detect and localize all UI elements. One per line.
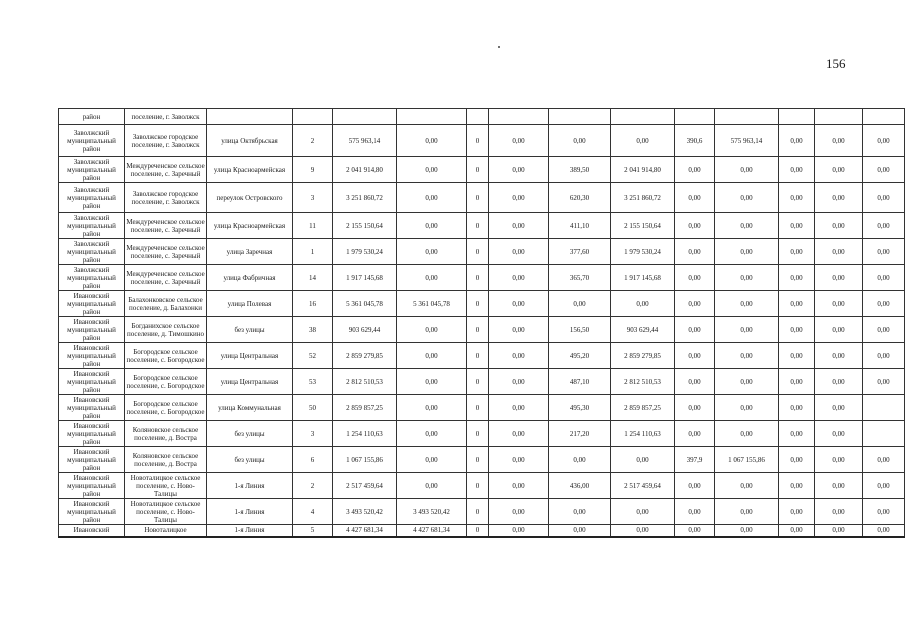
table-cell xyxy=(207,109,293,125)
table-cell xyxy=(675,109,715,125)
table-cell xyxy=(333,109,397,125)
table-cell: 0,00 xyxy=(715,239,779,265)
table-cell: Междуреченское сельское поселение, с. Заречный xyxy=(125,239,207,265)
table-cell: 0,00 xyxy=(397,125,467,157)
table-row xyxy=(59,183,905,213)
table-row xyxy=(59,317,905,343)
table-cell: 1 917 145,68 xyxy=(333,265,397,291)
table-cell: 903 629,44 xyxy=(333,317,397,343)
table-cell: 5 xyxy=(293,525,333,537)
table-cell: 0,00 xyxy=(863,525,905,537)
table-cell: 0,00 xyxy=(715,317,779,343)
table-cell: 487,10 xyxy=(549,369,611,395)
table-cell: поселение, г. Заволжск xyxy=(125,109,207,125)
table-cell: Заволжское городское поселение, г. Заволжск xyxy=(125,183,207,213)
table-cell: 0,00 xyxy=(397,395,467,421)
table-cell: 0,00 xyxy=(815,291,863,317)
table-cell: 0,00 xyxy=(815,317,863,343)
table-cell: Ивановский муниципальный район xyxy=(59,395,125,421)
table-cell: 1 979 530,24 xyxy=(611,239,675,265)
table-cell: 2 041 914,80 xyxy=(333,157,397,183)
table-cell: 0,00 xyxy=(715,473,779,499)
table-row xyxy=(59,473,905,499)
table-cell: 6 xyxy=(293,447,333,473)
table-cell: 0,00 xyxy=(779,183,815,213)
table-cell: 0 xyxy=(467,395,489,421)
table-cell: 0,00 xyxy=(815,125,863,157)
table-cell: 0 xyxy=(467,525,489,537)
table-cell: 0,00 xyxy=(397,369,467,395)
table-cell: Заволжский муниципальный район xyxy=(59,265,125,291)
table-cell xyxy=(397,109,467,125)
table-cell: 0,00 xyxy=(489,369,549,395)
table-cell: 2 155 150,64 xyxy=(611,213,675,239)
table-cell: 0 xyxy=(467,239,489,265)
table-cell: 0,00 xyxy=(489,157,549,183)
table-cell: 0,00 xyxy=(489,317,549,343)
table-cell: 365,70 xyxy=(549,265,611,291)
table-cell: 0,00 xyxy=(863,473,905,499)
table-cell: 0,00 xyxy=(815,369,863,395)
table-cell: 0,00 xyxy=(779,317,815,343)
table-cell: 0,00 xyxy=(549,291,611,317)
table-cell: 0,00 xyxy=(489,499,549,525)
table-cell: 0,00 xyxy=(489,421,549,447)
table-cell: 0,00 xyxy=(489,343,549,369)
table-cell: 0,00 xyxy=(397,239,467,265)
table-cell: 0,00 xyxy=(715,265,779,291)
table-cell: 0,00 xyxy=(715,213,779,239)
table-cell: улица Красноармейская xyxy=(207,157,293,183)
table-cell: 0,00 xyxy=(611,291,675,317)
table-cell: 0,00 xyxy=(675,317,715,343)
table-cell: 2 859 279,85 xyxy=(611,343,675,369)
table-cell: 0,00 xyxy=(397,473,467,499)
table-cell: без улицы xyxy=(207,447,293,473)
table-cell: Междуреченское сельское поселение, с. Заречный xyxy=(125,213,207,239)
table-cell: без улицы xyxy=(207,421,293,447)
table-cell: 0,00 xyxy=(549,447,611,473)
table-cell: 3 xyxy=(293,421,333,447)
table-cell: 377,60 xyxy=(549,239,611,265)
table-cell: Балахонковское сельское поселение, д. Балахонки xyxy=(125,291,207,317)
table-cell: 0 xyxy=(467,499,489,525)
table-cell: 0,00 xyxy=(675,421,715,447)
table-cell: 0,00 xyxy=(779,291,815,317)
table-cell: 0,00 xyxy=(779,343,815,369)
table-cell: 0 xyxy=(467,265,489,291)
table-cell: 52 xyxy=(293,343,333,369)
table-cell: 0,00 xyxy=(675,525,715,537)
table-cell: 1 254 110,63 xyxy=(611,421,675,447)
table-cell: Коляновское сельское поселение, д. Востра xyxy=(125,421,207,447)
table-cell: 0,00 xyxy=(863,343,905,369)
table-cell: 0,00 xyxy=(779,239,815,265)
table-cell: 0,00 xyxy=(863,499,905,525)
table-cell: 2 xyxy=(293,125,333,157)
table-cell: 0,00 xyxy=(863,317,905,343)
table-cell: 0,00 xyxy=(779,473,815,499)
table-cell: 0,00 xyxy=(815,395,863,421)
table-cell: 620,30 xyxy=(549,183,611,213)
table-cell: 436,00 xyxy=(549,473,611,499)
table-cell: 0 xyxy=(467,369,489,395)
table-cell: 0 xyxy=(467,291,489,317)
table-cell: 3 493 520,42 xyxy=(397,499,467,525)
table-cell xyxy=(779,109,815,125)
table-cell: 0,00 xyxy=(549,525,611,537)
table-row xyxy=(59,213,905,239)
table-cell: 0,00 xyxy=(863,213,905,239)
table-cell: 14 xyxy=(293,265,333,291)
table-cell: район xyxy=(59,109,125,125)
table-row xyxy=(59,369,905,395)
table-cell: 0,00 xyxy=(779,395,815,421)
table-cell: 0,00 xyxy=(489,447,549,473)
table-cell: Ивановский муниципальный район xyxy=(59,291,125,317)
table-cell: 1 254 110,63 xyxy=(333,421,397,447)
table-cell: 3 xyxy=(293,183,333,213)
table-cell: 0,00 xyxy=(863,183,905,213)
table-cell: 0 xyxy=(467,343,489,369)
table-cell: 2 517 459,64 xyxy=(611,473,675,499)
table-cell: 0,00 xyxy=(675,499,715,525)
table-cell: 2 859 279,85 xyxy=(333,343,397,369)
table-cell: 0,00 xyxy=(489,291,549,317)
table-cell: 0,00 xyxy=(675,343,715,369)
table-cell: 495,20 xyxy=(549,343,611,369)
table-cell: Богданихское сельское поселение, д. Тимошкино xyxy=(125,317,207,343)
table-cell: 9 xyxy=(293,157,333,183)
table-cell: 0 xyxy=(467,447,489,473)
table-row xyxy=(59,291,905,317)
table-row xyxy=(59,157,905,183)
table-cell: 0,00 xyxy=(611,525,675,537)
table-cell: 0,00 xyxy=(715,343,779,369)
table-cell: 0,00 xyxy=(815,499,863,525)
table-cell: 0,00 xyxy=(397,343,467,369)
table-cell: улица Коммунальная xyxy=(207,395,293,421)
table-cell: 0,00 xyxy=(863,291,905,317)
table-row xyxy=(59,395,905,421)
table-cell: 0,00 xyxy=(549,499,611,525)
table-cell: 1 979 530,24 xyxy=(333,239,397,265)
table-cell: 0,00 xyxy=(863,239,905,265)
table-cell: 2 xyxy=(293,473,333,499)
table-cell: 16 xyxy=(293,291,333,317)
table-cell: 156,50 xyxy=(549,317,611,343)
table-cell: улица Фабричная xyxy=(207,265,293,291)
table-cell: 0,00 xyxy=(397,265,467,291)
table-cell: улица Полевая xyxy=(207,291,293,317)
table-cell: 0,00 xyxy=(779,499,815,525)
table-cell: 1-я Линия xyxy=(207,473,293,499)
table-cell: 1-я Линия xyxy=(207,499,293,525)
table-cell: 0,00 xyxy=(863,447,905,473)
table-cell xyxy=(815,109,863,125)
table-cell: 0,00 xyxy=(779,157,815,183)
table-cell: 0,00 xyxy=(815,447,863,473)
table-cell: 3 251 860,72 xyxy=(611,183,675,213)
table-cell: 0,00 xyxy=(489,183,549,213)
table-cell xyxy=(863,109,905,125)
table-cell: 903 629,44 xyxy=(611,317,675,343)
table-cell: 0,00 xyxy=(675,157,715,183)
table-cell: Междуреченское сельское поселение, с. Заречный xyxy=(125,157,207,183)
table-cell: 0,00 xyxy=(779,125,815,157)
table-cell: 0,00 xyxy=(397,421,467,447)
table-row xyxy=(59,447,905,473)
table-row xyxy=(59,265,905,291)
table-cell: 0 xyxy=(467,125,489,157)
table-cell: 1 067 155,86 xyxy=(715,447,779,473)
table-cell: 0 xyxy=(467,157,489,183)
table-cell: 0,00 xyxy=(715,157,779,183)
table-cell: 0,00 xyxy=(675,291,715,317)
table-cell: улица Центральная xyxy=(207,343,293,369)
table-cell: 53 xyxy=(293,369,333,395)
table-cell: Заволжский муниципальный район xyxy=(59,213,125,239)
table-cell: Коляновское сельское поселение, д. Востра xyxy=(125,447,207,473)
table-cell: 0 xyxy=(467,421,489,447)
table-cell: 0,00 xyxy=(715,291,779,317)
table-cell: Богородское сельское поселение, с. Богородское xyxy=(125,369,207,395)
table-cell: 0,00 xyxy=(815,239,863,265)
table-cell: Ивановский муниципальный район xyxy=(59,317,125,343)
table-cell: 2 812 510,53 xyxy=(333,369,397,395)
table-cell: 0,00 xyxy=(863,125,905,157)
table-cell: 575 963,14 xyxy=(333,125,397,157)
table-cell: 5 361 045,78 xyxy=(397,291,467,317)
table-cell: улица Заречная xyxy=(207,239,293,265)
page-number: 156 xyxy=(826,56,846,71)
table-cell: 0 xyxy=(467,473,489,499)
table-cell: 0,00 xyxy=(779,213,815,239)
table-cell: 575 963,14 xyxy=(715,125,779,157)
table-cell: 0,00 xyxy=(675,239,715,265)
table-cell xyxy=(489,109,549,125)
table-cell: Заволжский муниципальный район xyxy=(59,183,125,213)
table-cell: 1 xyxy=(293,239,333,265)
table-cell: 0,00 xyxy=(815,183,863,213)
data-table xyxy=(58,108,905,538)
table-cell: 0,00 xyxy=(489,395,549,421)
table-cell: 3 251 860,72 xyxy=(333,183,397,213)
table-cell: 0,00 xyxy=(815,213,863,239)
table-cell: 0,00 xyxy=(611,447,675,473)
table-cell: 0,00 xyxy=(489,239,549,265)
table-cell: Ивановский муниципальный район xyxy=(59,343,125,369)
table-cell: 1 917 145,68 xyxy=(611,265,675,291)
table-cell: Заволжское городское поселение, г. Заволжск xyxy=(125,125,207,157)
table-cell: Богородское сельское поселение, с. Богородское xyxy=(125,395,207,421)
table-cell: 2 041 914,80 xyxy=(611,157,675,183)
table-cell: 0,00 xyxy=(715,395,779,421)
table-cell: 411,10 xyxy=(549,213,611,239)
table-cell: 389,50 xyxy=(549,157,611,183)
table-cell: Ивановский муниципальный район xyxy=(59,369,125,395)
table-cell: 0,00 xyxy=(397,183,467,213)
table-cell: 0,00 xyxy=(863,157,905,183)
table-cell: Ивановский муниципальный район xyxy=(59,447,125,473)
table-cell: 0,00 xyxy=(779,447,815,473)
table-cell: 0,00 xyxy=(675,183,715,213)
table-cell: 1-я Линия xyxy=(207,525,293,537)
table-cell: 217,20 xyxy=(549,421,611,447)
table-cell: 0 xyxy=(467,317,489,343)
table-cell: 0,00 xyxy=(675,265,715,291)
table-cell: 0,00 xyxy=(715,369,779,395)
table-cell: Ивановский муниципальный район xyxy=(59,499,125,525)
table-cell: 0,00 xyxy=(489,525,549,537)
table-cell: 0,00 xyxy=(675,395,715,421)
table-cell: 0,00 xyxy=(611,125,675,157)
table-cell: Ивановский xyxy=(59,525,125,537)
table-cell: 0,00 xyxy=(779,265,815,291)
table-cell: 495,30 xyxy=(549,395,611,421)
table-cell: 0,00 xyxy=(815,473,863,499)
table-row xyxy=(59,125,905,157)
table-cell: 11 xyxy=(293,213,333,239)
table-cell: переулок Островского xyxy=(207,183,293,213)
table-row xyxy=(59,499,905,525)
table-cell: 2 859 857,25 xyxy=(611,395,675,421)
table-cell: Заволжский муниципальный район xyxy=(59,157,125,183)
table-cell: 0,00 xyxy=(815,421,863,447)
table-cell: 0,00 xyxy=(675,213,715,239)
table-cell: улица Октябрьская xyxy=(207,125,293,157)
table-cell: 38 xyxy=(293,317,333,343)
table-row xyxy=(59,239,905,265)
table-cell: 2 155 150,64 xyxy=(333,213,397,239)
table-cell: 0,00 xyxy=(489,125,549,157)
table-cell: 0,00 xyxy=(779,525,815,537)
table-cell xyxy=(549,109,611,125)
table-cell: Богородское сельское поселение, с. Богородское xyxy=(125,343,207,369)
table-cell: 4 427 681,34 xyxy=(333,525,397,537)
table-cell: 0,00 xyxy=(863,369,905,395)
table-cell xyxy=(611,109,675,125)
table-cell: Новоталицкое сельское поселение, с. Ново-Талицы xyxy=(125,499,207,525)
table-cell: 0,00 xyxy=(675,369,715,395)
table-cell xyxy=(715,109,779,125)
table-cell xyxy=(293,109,333,125)
table-cell: Новоталицкое xyxy=(125,525,207,537)
table-cell: без улицы xyxy=(207,317,293,343)
table-cell: Заволжский муниципальный район xyxy=(59,239,125,265)
table-cell: 390,6 xyxy=(675,125,715,157)
table-cell xyxy=(863,421,905,447)
table-cell: Новоталицкое сельское поселение, с. Ново-Талицы xyxy=(125,473,207,499)
table-cell xyxy=(863,395,905,421)
table-cell: 0,00 xyxy=(397,447,467,473)
table-cell: 0,00 xyxy=(489,213,549,239)
table-row xyxy=(59,109,905,125)
table-cell: улица Центральная xyxy=(207,369,293,395)
table-cell xyxy=(467,109,489,125)
table-cell: 397,9 xyxy=(675,447,715,473)
table-cell: 0,00 xyxy=(675,473,715,499)
table-cell: 0,00 xyxy=(489,473,549,499)
speck xyxy=(498,46,500,48)
table-cell: 1 067 155,86 xyxy=(333,447,397,473)
table-cell: 0,00 xyxy=(715,499,779,525)
table-cell: 0,00 xyxy=(779,421,815,447)
table-cell: 2 859 857,25 xyxy=(333,395,397,421)
table-cell: 0,00 xyxy=(611,499,675,525)
table-cell: 2 517 459,64 xyxy=(333,473,397,499)
table-row xyxy=(59,421,905,447)
table-cell: 50 xyxy=(293,395,333,421)
table-cell: 5 361 045,78 xyxy=(333,291,397,317)
table-cell: 0 xyxy=(467,213,489,239)
table-cell: 0,00 xyxy=(549,125,611,157)
table-cell: 0,00 xyxy=(397,317,467,343)
table-cell: 0,00 xyxy=(815,525,863,537)
table-cell: 4 xyxy=(293,499,333,525)
table-row xyxy=(59,525,905,537)
table-cell: 0,00 xyxy=(715,183,779,213)
table-cell: 0 xyxy=(467,183,489,213)
table-cell: Заволжский муниципальный район xyxy=(59,125,125,157)
table-cell: 0,00 xyxy=(779,369,815,395)
table-cell: 0,00 xyxy=(815,157,863,183)
table-cell: 0,00 xyxy=(715,525,779,537)
table-cell: 3 493 520,42 xyxy=(333,499,397,525)
table-cell: 0,00 xyxy=(863,265,905,291)
table-cell: Ивановский муниципальный район xyxy=(59,421,125,447)
table-cell: 0,00 xyxy=(397,213,467,239)
table-cell: Ивановский муниципальный район xyxy=(59,473,125,499)
table-cell: улица Красноармейская xyxy=(207,213,293,239)
table-cell: 0,00 xyxy=(715,421,779,447)
table-cell: 0,00 xyxy=(815,265,863,291)
table-cell: 0,00 xyxy=(815,343,863,369)
table-cell: 2 812 510,53 xyxy=(611,369,675,395)
table-cell: 0,00 xyxy=(397,157,467,183)
table-cell: Междуреченское сельское поселение, с. Заречный xyxy=(125,265,207,291)
table-cell: 4 427 681,34 xyxy=(397,525,467,537)
table-row xyxy=(59,343,905,369)
table-cell: 0,00 xyxy=(489,265,549,291)
